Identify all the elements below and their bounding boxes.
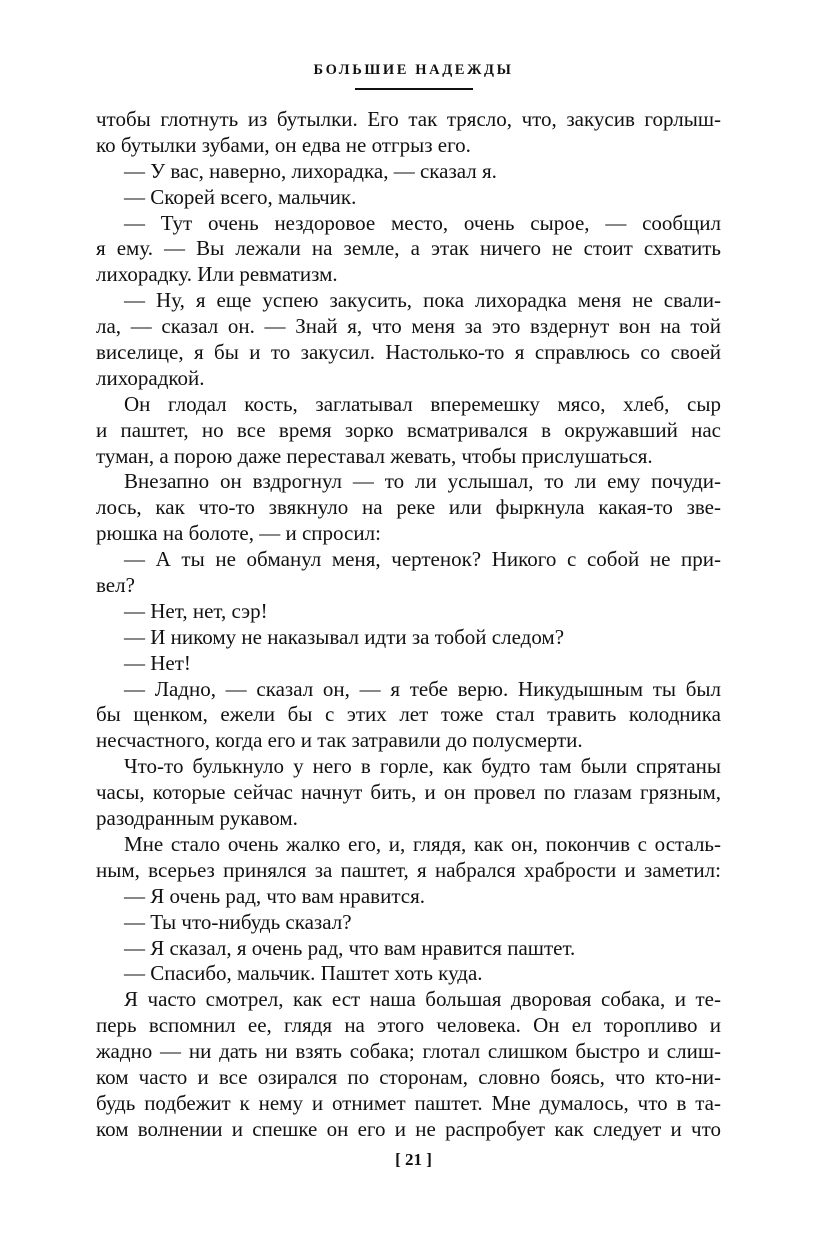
body-text xyxy=(96,107,721,1143)
text-line: — У вас, наверно, лихорадка, — сказал я. xyxy=(124,158,497,183)
text-line: — Нет, нет, сэр! xyxy=(124,598,268,623)
text-line: вел? xyxy=(96,573,135,598)
text-line: ком часто и все озирался по сторонам, словно боясь, что кто-ни- xyxy=(96,1064,721,1089)
page-number: [ 21 ] xyxy=(395,1150,432,1169)
text-line: чтобы глотнуть из бутылки. Его так трясло, что, закусив горлыш- xyxy=(96,107,721,131)
text-line: рюшка на болоте, — и спросил: xyxy=(96,521,381,546)
text-line: лихорадку. Или ревматизм. xyxy=(96,262,338,287)
text-line: жадно — ни дать ни взять собака; глотал слишком быстро и слиш- xyxy=(96,1039,721,1064)
text-line: — Я очень рад, что вам нравится. xyxy=(124,883,426,908)
text-line: Внезапно он вздрогнул — то ли услышал, то ли ему почуди- xyxy=(124,469,721,494)
text-line: и паштет, но все время зорко всматривался в окружавший нас xyxy=(96,417,721,442)
running-title: БОЛЬШИЕ НАДЕЖДЫ xyxy=(313,62,514,78)
text-line: ным, всерьез принялся за паштет, я набрался храбрости и заметил: xyxy=(96,857,721,882)
text-line: Мне стало очень жалко его, и, глядя, как он, покончив с осталь- xyxy=(124,831,721,856)
text-line: я ему. — Вы лежали на земле, а этак ничего не стоит схватить xyxy=(96,236,721,261)
header-rule xyxy=(355,88,473,90)
text-line: лихорадкой. xyxy=(96,365,205,390)
text-line: Что-то булькнуло у него в горле, как будто там были спрятаны xyxy=(124,754,721,779)
text-line: Он глодал кость, заглатывал вперемешку мясо, хлеб, сыр xyxy=(124,391,721,416)
text-line: — А ты не обманул меня, чертенок? Никого с собой не при- xyxy=(124,547,721,572)
text-line: — Нет! xyxy=(124,650,191,675)
text-line: — Ты что-нибудь сказал? xyxy=(124,909,352,934)
text-line: — И никому не наказывал идти за тобой следом? xyxy=(124,624,565,649)
text-line: несчастного, когда его и так затравили до полусмерти. xyxy=(96,728,583,753)
text-line: — Ладно, — сказал он, — я тебе верю. Никудышным ты был xyxy=(124,676,721,701)
text-line: лось, как что-то звякнуло на реке или фыркнула какая-то зве- xyxy=(96,495,721,520)
text-line: часы, которые сейчас начнут бить, и он провел по глазам грязным, xyxy=(96,780,721,805)
text-line: ко бутылки зубами, он едва не отгрыз его. xyxy=(96,132,471,157)
text-line: — Спасибо, мальчик. Паштет хоть куда. xyxy=(124,961,483,986)
text-line: туман, а порою даже переставал жевать, чтобы прислушаться. xyxy=(96,443,653,468)
text-line: бы щенком, ежели бы с этих лет тоже стал травить колодника xyxy=(96,702,721,727)
text-line: — Я сказал, я очень рад, что вам нравится паштет. xyxy=(124,935,576,960)
text-line: ла, — сказал он. — Знай я, что меня за это вздернут вон на той xyxy=(96,314,721,339)
text-line: разодранным рукавом. xyxy=(96,806,298,831)
text-line: будь подбежит к нему и отнимет паштет. Мне думалось, что в та- xyxy=(96,1090,721,1115)
text-line: — Скорей всего, мальчик. xyxy=(124,184,357,209)
text-line: перь вспомнил ее, глядя на этого человека. Он ел торопливо и xyxy=(96,1013,721,1038)
text-line: виселице, я бы и то закусил. Настолько-то я справлюсь со своей xyxy=(96,340,721,365)
text-line: Я часто смотрел, как ест наша большая дворовая собака, и те- xyxy=(124,987,721,1012)
text-line: ком волнении и спешке он его и не распробует как следует и что xyxy=(96,1116,721,1141)
text-line: — Тут очень нездоровое место, очень сырое, — сообщил xyxy=(124,210,721,235)
text-line: — Ну, я еще успею закусить, пока лихорадка меня не свали- xyxy=(124,288,721,313)
